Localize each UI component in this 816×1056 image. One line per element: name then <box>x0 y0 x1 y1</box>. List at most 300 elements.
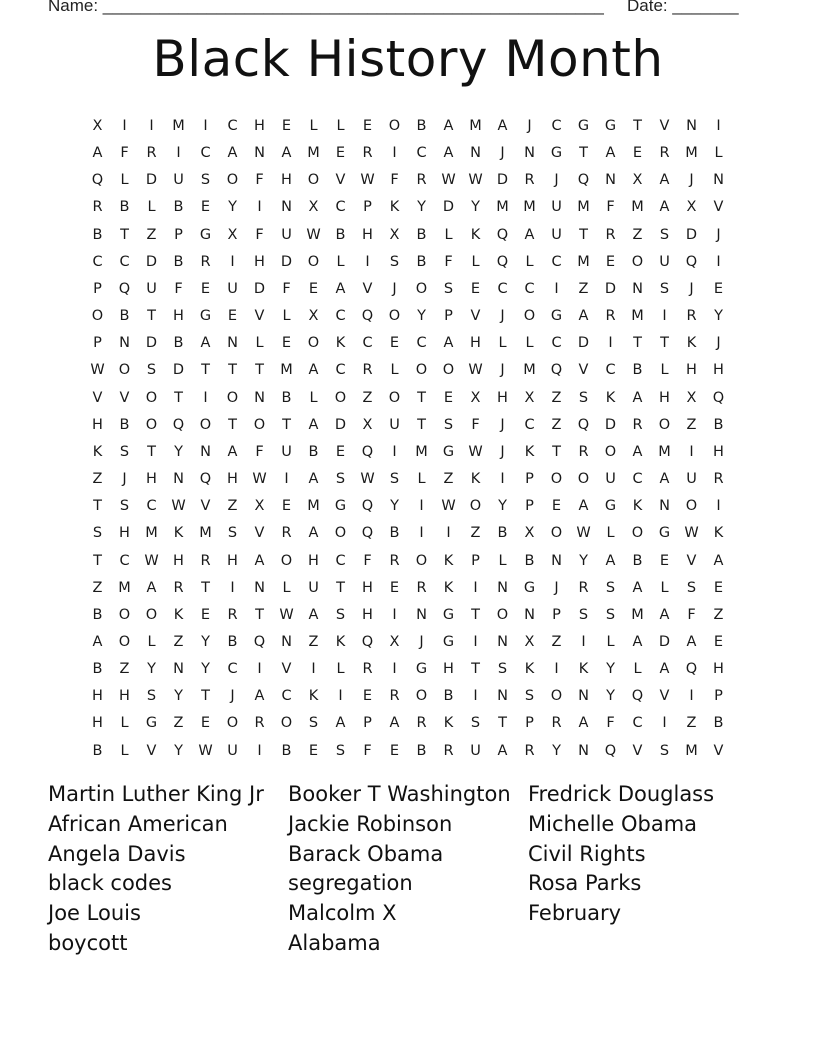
grid-letter[interactable]: E <box>281 498 292 515</box>
grid-letter[interactable]: V <box>470 308 481 325</box>
grid-letter[interactable]: A <box>254 688 265 705</box>
grid-letter[interactable]: X <box>362 416 373 433</box>
grid-letter[interactable]: A <box>686 633 697 650</box>
grid-letter[interactable]: B <box>497 525 508 542</box>
grid-letter[interactable]: R <box>578 579 589 596</box>
grid-letter[interactable]: A <box>497 742 508 759</box>
grid-letter[interactable]: S <box>605 579 616 596</box>
grid-letter[interactable]: G <box>442 606 455 623</box>
grid-letter[interactable]: S <box>227 525 238 542</box>
grid-letter[interactable]: K <box>686 335 697 352</box>
grid-letter[interactable]: I <box>473 633 478 650</box>
grid-letter[interactable]: J <box>419 633 424 650</box>
grid-letter[interactable]: T <box>417 416 426 433</box>
grid-letter[interactable]: L <box>336 118 345 134</box>
grid-letter[interactable]: S <box>578 606 589 623</box>
grid-letter[interactable]: I <box>392 145 397 162</box>
grid-letter[interactable]: B <box>119 308 130 325</box>
grid-letter[interactable]: A <box>389 715 400 732</box>
grid-letter[interactable]: O <box>199 416 212 433</box>
grid-letter[interactable]: Q <box>685 253 698 270</box>
grid-letter[interactable]: C <box>362 335 373 352</box>
grid-letter[interactable]: I <box>689 688 694 705</box>
grid-letter[interactable]: I <box>338 688 343 705</box>
grid-letter[interactable]: F <box>363 552 372 569</box>
grid-letter[interactable]: D <box>145 335 158 352</box>
grid-letter[interactable]: Q <box>118 280 131 297</box>
grid-letter[interactable]: V <box>659 118 670 134</box>
grid-letter[interactable]: V <box>254 308 265 325</box>
grid-letter[interactable]: L <box>660 579 669 596</box>
grid-letter[interactable]: I <box>284 471 289 488</box>
grid-letter[interactable]: V <box>578 362 589 379</box>
grid-letter[interactable]: S <box>524 688 535 705</box>
grid-letter[interactable]: N <box>200 443 211 460</box>
grid-letter[interactable]: M <box>496 199 509 216</box>
grid-letter[interactable]: B <box>389 525 400 542</box>
grid-letter[interactable]: I <box>554 280 559 297</box>
grid-letter[interactable]: D <box>658 633 671 650</box>
grid-letter[interactable]: M <box>199 525 212 542</box>
grid-letter[interactable]: T <box>660 335 669 352</box>
grid-letter[interactable]: E <box>200 715 211 732</box>
grid-letter[interactable]: W <box>306 226 321 243</box>
grid-letter[interactable]: V <box>119 389 130 406</box>
grid-letter[interactable]: W <box>441 498 456 515</box>
grid-letter[interactable]: R <box>362 362 373 379</box>
grid-letter[interactable]: J <box>500 145 505 162</box>
grid-letter[interactable]: V <box>632 742 643 759</box>
grid-letter[interactable]: I <box>176 145 181 162</box>
grid-letter[interactable]: Y <box>174 688 183 705</box>
grid-letter[interactable]: C <box>335 552 346 569</box>
grid-letter[interactable]: X <box>254 498 265 515</box>
grid-letter[interactable]: A <box>632 633 643 650</box>
grid-letter[interactable]: O <box>415 362 428 379</box>
grid-letter[interactable]: M <box>685 145 698 162</box>
grid-letter[interactable]: Z <box>551 389 562 406</box>
grid-letter[interactable]: C <box>227 661 238 678</box>
grid-letter[interactable]: I <box>392 606 397 623</box>
grid-letter[interactable]: B <box>416 118 427 134</box>
grid-letter[interactable]: B <box>173 335 184 352</box>
grid-letter[interactable]: I <box>122 118 127 134</box>
grid-letter[interactable]: L <box>390 362 399 379</box>
grid-letter[interactable]: L <box>147 199 156 216</box>
grid-letter[interactable]: K <box>389 199 400 216</box>
grid-letter[interactable]: U <box>146 280 157 297</box>
grid-letter[interactable]: D <box>604 280 617 297</box>
grid-letter[interactable]: O <box>307 335 320 352</box>
grid-letter[interactable]: Y <box>228 199 237 216</box>
grid-letter[interactable]: Y <box>471 199 480 216</box>
grid-letter[interactable]: Q <box>253 633 266 650</box>
grid-letter[interactable]: A <box>443 335 454 352</box>
grid-letter[interactable]: E <box>281 118 292 134</box>
grid-letter[interactable]: A <box>632 443 643 460</box>
grid-letter[interactable]: G <box>199 308 212 325</box>
grid-letter[interactable]: Y <box>201 633 210 650</box>
grid-letter[interactable]: T <box>579 226 588 243</box>
grid-letter[interactable]: N <box>632 280 643 297</box>
grid-letter[interactable]: M <box>631 606 644 623</box>
grid-letter[interactable]: Z <box>551 633 562 650</box>
grid-letter[interactable]: N <box>119 335 130 352</box>
grid-letter[interactable]: L <box>417 471 426 488</box>
grid-letter[interactable]: L <box>309 118 318 134</box>
grid-letter[interactable]: S <box>335 606 346 623</box>
grid-letter[interactable]: H <box>362 226 373 243</box>
grid-letter[interactable]: R <box>389 552 400 569</box>
grid-letter[interactable]: I <box>554 661 559 678</box>
grid-letter[interactable]: K <box>173 606 184 623</box>
grid-letter[interactable]: H <box>119 525 130 542</box>
grid-letter[interactable]: B <box>713 416 724 433</box>
grid-letter[interactable]: Y <box>417 199 426 216</box>
grid-letter[interactable]: C <box>119 552 130 569</box>
grid-letter[interactable]: J <box>230 688 235 705</box>
grid-letter[interactable]: E <box>227 308 238 325</box>
grid-letter[interactable]: A <box>443 145 454 162</box>
grid-letter[interactable]: L <box>120 742 129 759</box>
grid-letter[interactable]: P <box>444 308 453 325</box>
grid-letter[interactable]: T <box>228 416 237 433</box>
grid-letter[interactable]: S <box>659 280 670 297</box>
grid-letter[interactable]: Q <box>361 633 374 650</box>
grid-letter[interactable]: M <box>631 199 644 216</box>
grid-letter[interactable]: J <box>689 172 694 189</box>
grid-letter[interactable]: M <box>523 362 536 379</box>
grid-letter[interactable]: W <box>360 471 375 488</box>
grid-letter[interactable]: O <box>145 606 158 623</box>
grid-letter[interactable]: C <box>605 362 616 379</box>
grid-letter[interactable]: R <box>146 145 157 162</box>
grid-letter[interactable]: L <box>498 552 507 569</box>
grid-letter[interactable]: G <box>550 145 563 162</box>
grid-letter[interactable]: Z <box>173 715 184 732</box>
grid-letter[interactable]: L <box>336 253 345 270</box>
grid-letter[interactable]: U <box>605 471 616 488</box>
grid-letter[interactable]: J <box>716 226 721 243</box>
grid-letter[interactable]: N <box>524 606 535 623</box>
grid-letter[interactable]: Z <box>686 416 697 433</box>
grid-letter[interactable]: I <box>500 471 505 488</box>
grid-letter[interactable]: I <box>662 308 667 325</box>
grid-letter[interactable]: H <box>470 335 481 352</box>
grid-letter[interactable]: K <box>524 661 535 678</box>
name-field-label[interactable]: Name: _____________________________________________________ <box>48 0 604 15</box>
grid-letter[interactable]: I <box>716 498 721 515</box>
grid-letter[interactable]: L <box>498 335 507 352</box>
grid-letter[interactable]: H <box>713 661 724 678</box>
grid-letter[interactable]: I <box>149 118 154 134</box>
grid-letter[interactable]: M <box>685 742 698 759</box>
grid-letter[interactable]: A <box>497 118 508 134</box>
grid-letter[interactable]: N <box>713 172 724 189</box>
grid-letter[interactable]: T <box>228 362 237 379</box>
grid-letter[interactable]: I <box>203 118 208 134</box>
grid-letter[interactable]: Q <box>361 498 374 515</box>
grid-letter[interactable]: Z <box>308 633 319 650</box>
grid-letter[interactable]: P <box>363 715 372 732</box>
grid-letter[interactable]: B <box>524 552 535 569</box>
grid-letter[interactable]: R <box>227 606 238 623</box>
grid-letter[interactable]: U <box>173 172 184 189</box>
grid-letter[interactable]: C <box>227 118 238 134</box>
grid-letter[interactable]: D <box>253 280 266 297</box>
grid-letter[interactable]: D <box>604 416 617 433</box>
grid-letter[interactable]: T <box>255 606 264 623</box>
grid-letter[interactable]: Z <box>632 226 643 243</box>
grid-letter[interactable]: P <box>93 280 102 297</box>
grid-letter[interactable]: G <box>442 633 455 650</box>
grid-letter[interactable]: N <box>578 688 589 705</box>
grid-letter[interactable]: E <box>551 498 562 515</box>
grid-letter[interactable]: H <box>227 552 238 569</box>
grid-letter[interactable]: R <box>362 661 373 678</box>
grid-letter[interactable]: U <box>281 226 292 243</box>
grid-letter[interactable]: R <box>92 199 103 216</box>
grid-letter[interactable]: X <box>524 633 535 650</box>
grid-letter[interactable]: B <box>443 688 454 705</box>
grid-letter[interactable]: W <box>252 471 267 488</box>
grid-letter[interactable]: M <box>307 145 320 162</box>
grid-letter[interactable]: K <box>524 443 535 460</box>
grid-letter[interactable]: U <box>551 199 562 216</box>
grid-letter[interactable]: S <box>443 416 454 433</box>
grid-letter[interactable]: E <box>605 253 616 270</box>
grid-letter[interactable]: Z <box>146 226 157 243</box>
grid-letter[interactable]: M <box>415 443 428 460</box>
grid-letter[interactable]: H <box>362 606 373 623</box>
grid-letter[interactable]: S <box>146 688 157 705</box>
grid-letter[interactable]: U <box>659 253 670 270</box>
grid-letter[interactable]: O <box>550 525 563 542</box>
grid-letter[interactable]: H <box>92 688 103 705</box>
grid-letter[interactable]: T <box>201 362 210 379</box>
grid-letter[interactable]: R <box>632 416 643 433</box>
grid-letter[interactable]: S <box>389 471 400 488</box>
grid-letter[interactable]: A <box>578 715 589 732</box>
grid-letter[interactable]: B <box>416 226 427 243</box>
grid-letter[interactable]: N <box>497 688 508 705</box>
grid-letter[interactable]: C <box>632 715 643 732</box>
grid-letter[interactable]: Z <box>92 579 103 596</box>
grid-letter[interactable]: A <box>605 145 616 162</box>
grid-letter[interactable]: B <box>713 715 724 732</box>
grid-letter[interactable]: K <box>470 226 481 243</box>
grid-letter[interactable]: P <box>525 471 534 488</box>
grid-letter[interactable]: I <box>392 661 397 678</box>
grid-letter[interactable]: P <box>552 606 561 623</box>
grid-letter[interactable]: L <box>633 661 642 678</box>
grid-letter[interactable]: E <box>362 118 373 134</box>
grid-letter[interactable]: F <box>282 280 291 297</box>
grid-letter[interactable]: I <box>257 742 262 759</box>
grid-letter[interactable]: I <box>662 715 667 732</box>
grid-letter[interactable]: U <box>470 742 481 759</box>
grid-letter[interactable]: C <box>416 145 427 162</box>
grid-letter[interactable]: K <box>335 335 346 352</box>
grid-letter[interactable]: B <box>632 552 643 569</box>
grid-letter[interactable]: R <box>605 226 616 243</box>
grid-letter[interactable]: R <box>173 579 184 596</box>
grid-letter[interactable]: P <box>174 226 183 243</box>
grid-letter[interactable]: B <box>92 661 103 678</box>
grid-letter[interactable]: X <box>227 226 238 243</box>
grid-letter[interactable]: W <box>468 443 483 460</box>
grid-letter[interactable]: O <box>388 118 401 134</box>
grid-letter[interactable]: X <box>686 199 697 216</box>
grid-letter[interactable]: S <box>686 579 697 596</box>
grid-letter[interactable]: J <box>716 335 721 352</box>
grid-letter[interactable]: H <box>254 118 265 134</box>
grid-letter[interactable]: O <box>307 253 320 270</box>
grid-letter[interactable]: C <box>416 335 427 352</box>
grid-letter[interactable]: O <box>550 471 563 488</box>
grid-letter[interactable]: F <box>606 199 615 216</box>
grid-letter[interactable]: B <box>119 199 130 216</box>
grid-letter[interactable]: M <box>577 253 590 270</box>
grid-letter[interactable]: I <box>257 661 262 678</box>
date-field-label[interactable]: Date: _______ <box>627 0 739 15</box>
grid-letter[interactable]: G <box>415 661 428 678</box>
grid-letter[interactable]: L <box>660 362 669 379</box>
grid-letter[interactable]: K <box>578 661 589 678</box>
grid-letter[interactable]: C <box>497 280 508 297</box>
grid-letter[interactable]: V <box>146 742 157 759</box>
grid-letter[interactable]: Z <box>92 471 103 488</box>
grid-letter[interactable]: G <box>523 579 536 596</box>
grid-letter[interactable]: M <box>658 443 671 460</box>
grid-letter[interactable]: T <box>147 443 156 460</box>
grid-letter[interactable]: O <box>523 308 536 325</box>
grid-letter[interactable]: E <box>308 280 319 297</box>
grid-letter[interactable]: P <box>525 498 534 515</box>
grid-letter[interactable]: K <box>632 498 643 515</box>
grid-letter[interactable]: P <box>525 715 534 732</box>
grid-letter[interactable]: L <box>606 525 615 542</box>
grid-letter[interactable]: I <box>419 525 424 542</box>
grid-letter[interactable]: T <box>552 443 561 460</box>
grid-letter[interactable]: A <box>281 145 292 162</box>
grid-letter[interactable]: O <box>280 552 293 569</box>
grid-letter[interactable]: A <box>308 606 319 623</box>
grid-letter[interactable]: S <box>308 715 319 732</box>
grid-letter[interactable]: R <box>416 715 427 732</box>
grid-letter[interactable]: H <box>713 362 724 379</box>
grid-letter[interactable]: C <box>524 416 535 433</box>
grid-letter[interactable]: B <box>92 226 103 243</box>
grid-letter[interactable]: L <box>444 226 453 243</box>
grid-letter[interactable]: B <box>335 226 346 243</box>
grid-letter[interactable]: R <box>551 715 562 732</box>
grid-letter[interactable]: B <box>632 362 643 379</box>
grid-letter[interactable]: W <box>576 525 591 542</box>
grid-letter[interactable]: S <box>335 471 346 488</box>
grid-letter[interactable]: D <box>334 416 347 433</box>
grid-letter[interactable]: X <box>92 118 103 134</box>
grid-letter[interactable]: L <box>309 389 318 406</box>
grid-letter[interactable]: I <box>230 253 235 270</box>
grid-letter[interactable]: Q <box>577 416 590 433</box>
grid-letter[interactable]: H <box>713 443 724 460</box>
grid-letter[interactable]: M <box>172 118 185 134</box>
grid-letter[interactable]: I <box>581 633 586 650</box>
grid-letter[interactable]: H <box>362 579 373 596</box>
grid-letter[interactable]: T <box>471 606 480 623</box>
grid-letter[interactable]: A <box>335 715 346 732</box>
grid-letter[interactable]: A <box>227 443 238 460</box>
grid-letter[interactable]: O <box>388 389 401 406</box>
grid-letter[interactable]: K <box>443 579 454 596</box>
grid-letter[interactable]: M <box>469 118 482 134</box>
grid-letter[interactable]: W <box>279 606 294 623</box>
grid-letter[interactable]: G <box>577 118 590 134</box>
grid-letter[interactable]: O <box>118 362 131 379</box>
grid-letter[interactable]: N <box>254 579 265 596</box>
grid-letter[interactable]: P <box>714 688 723 705</box>
grid-letter[interactable]: L <box>525 335 534 352</box>
grid-letter[interactable]: E <box>389 579 400 596</box>
grid-letter[interactable]: E <box>308 742 319 759</box>
grid-letter[interactable]: K <box>173 525 184 542</box>
grid-letter[interactable]: H <box>497 389 508 406</box>
grid-letter[interactable]: A <box>578 498 589 515</box>
grid-letter[interactable]: Q <box>91 172 104 189</box>
grid-letter[interactable]: D <box>442 199 455 216</box>
grid-letter[interactable]: A <box>308 471 319 488</box>
grid-letter[interactable]: W <box>468 362 483 379</box>
grid-letter[interactable]: R <box>281 525 292 542</box>
grid-letter[interactable]: O <box>307 172 320 189</box>
grid-letter[interactable]: F <box>120 145 129 162</box>
grid-letter[interactable]: Y <box>714 308 723 325</box>
grid-letter[interactable]: L <box>255 335 264 352</box>
grid-letter[interactable]: P <box>363 199 372 216</box>
grid-letter[interactable]: G <box>658 525 671 542</box>
grid-letter[interactable]: S <box>389 253 400 270</box>
grid-letter[interactable]: P <box>471 552 480 569</box>
grid-letter[interactable]: T <box>201 688 210 705</box>
grid-letter[interactable]: Y <box>174 742 183 759</box>
grid-letter[interactable]: U <box>551 226 562 243</box>
grid-letter[interactable]: T <box>93 498 102 515</box>
grid-letter[interactable]: X <box>632 172 643 189</box>
grid-letter[interactable]: U <box>389 416 400 433</box>
grid-letter[interactable]: J <box>500 308 505 325</box>
grid-letter[interactable]: Y <box>579 552 588 569</box>
grid-letter[interactable]: T <box>201 579 210 596</box>
grid-letter[interactable]: T <box>633 118 642 134</box>
grid-letter[interactable]: I <box>716 118 721 134</box>
grid-letter[interactable]: N <box>416 606 427 623</box>
grid-letter[interactable]: E <box>659 552 670 569</box>
grid-letter[interactable]: E <box>200 280 211 297</box>
grid-letter[interactable]: A <box>308 416 319 433</box>
grid-letter[interactable]: Z <box>443 471 454 488</box>
grid-letter[interactable]: B <box>308 443 319 460</box>
grid-letter[interactable]: L <box>282 308 291 325</box>
grid-letter[interactable]: R <box>524 172 535 189</box>
grid-letter[interactable]: O <box>118 633 131 650</box>
grid-letter[interactable]: U <box>281 443 292 460</box>
grid-letter[interactable]: A <box>308 525 319 542</box>
grid-letter[interactable]: O <box>118 606 131 623</box>
grid-letter[interactable]: W <box>441 172 456 189</box>
grid-letter[interactable]: E <box>362 688 373 705</box>
grid-letter[interactable]: U <box>686 471 697 488</box>
